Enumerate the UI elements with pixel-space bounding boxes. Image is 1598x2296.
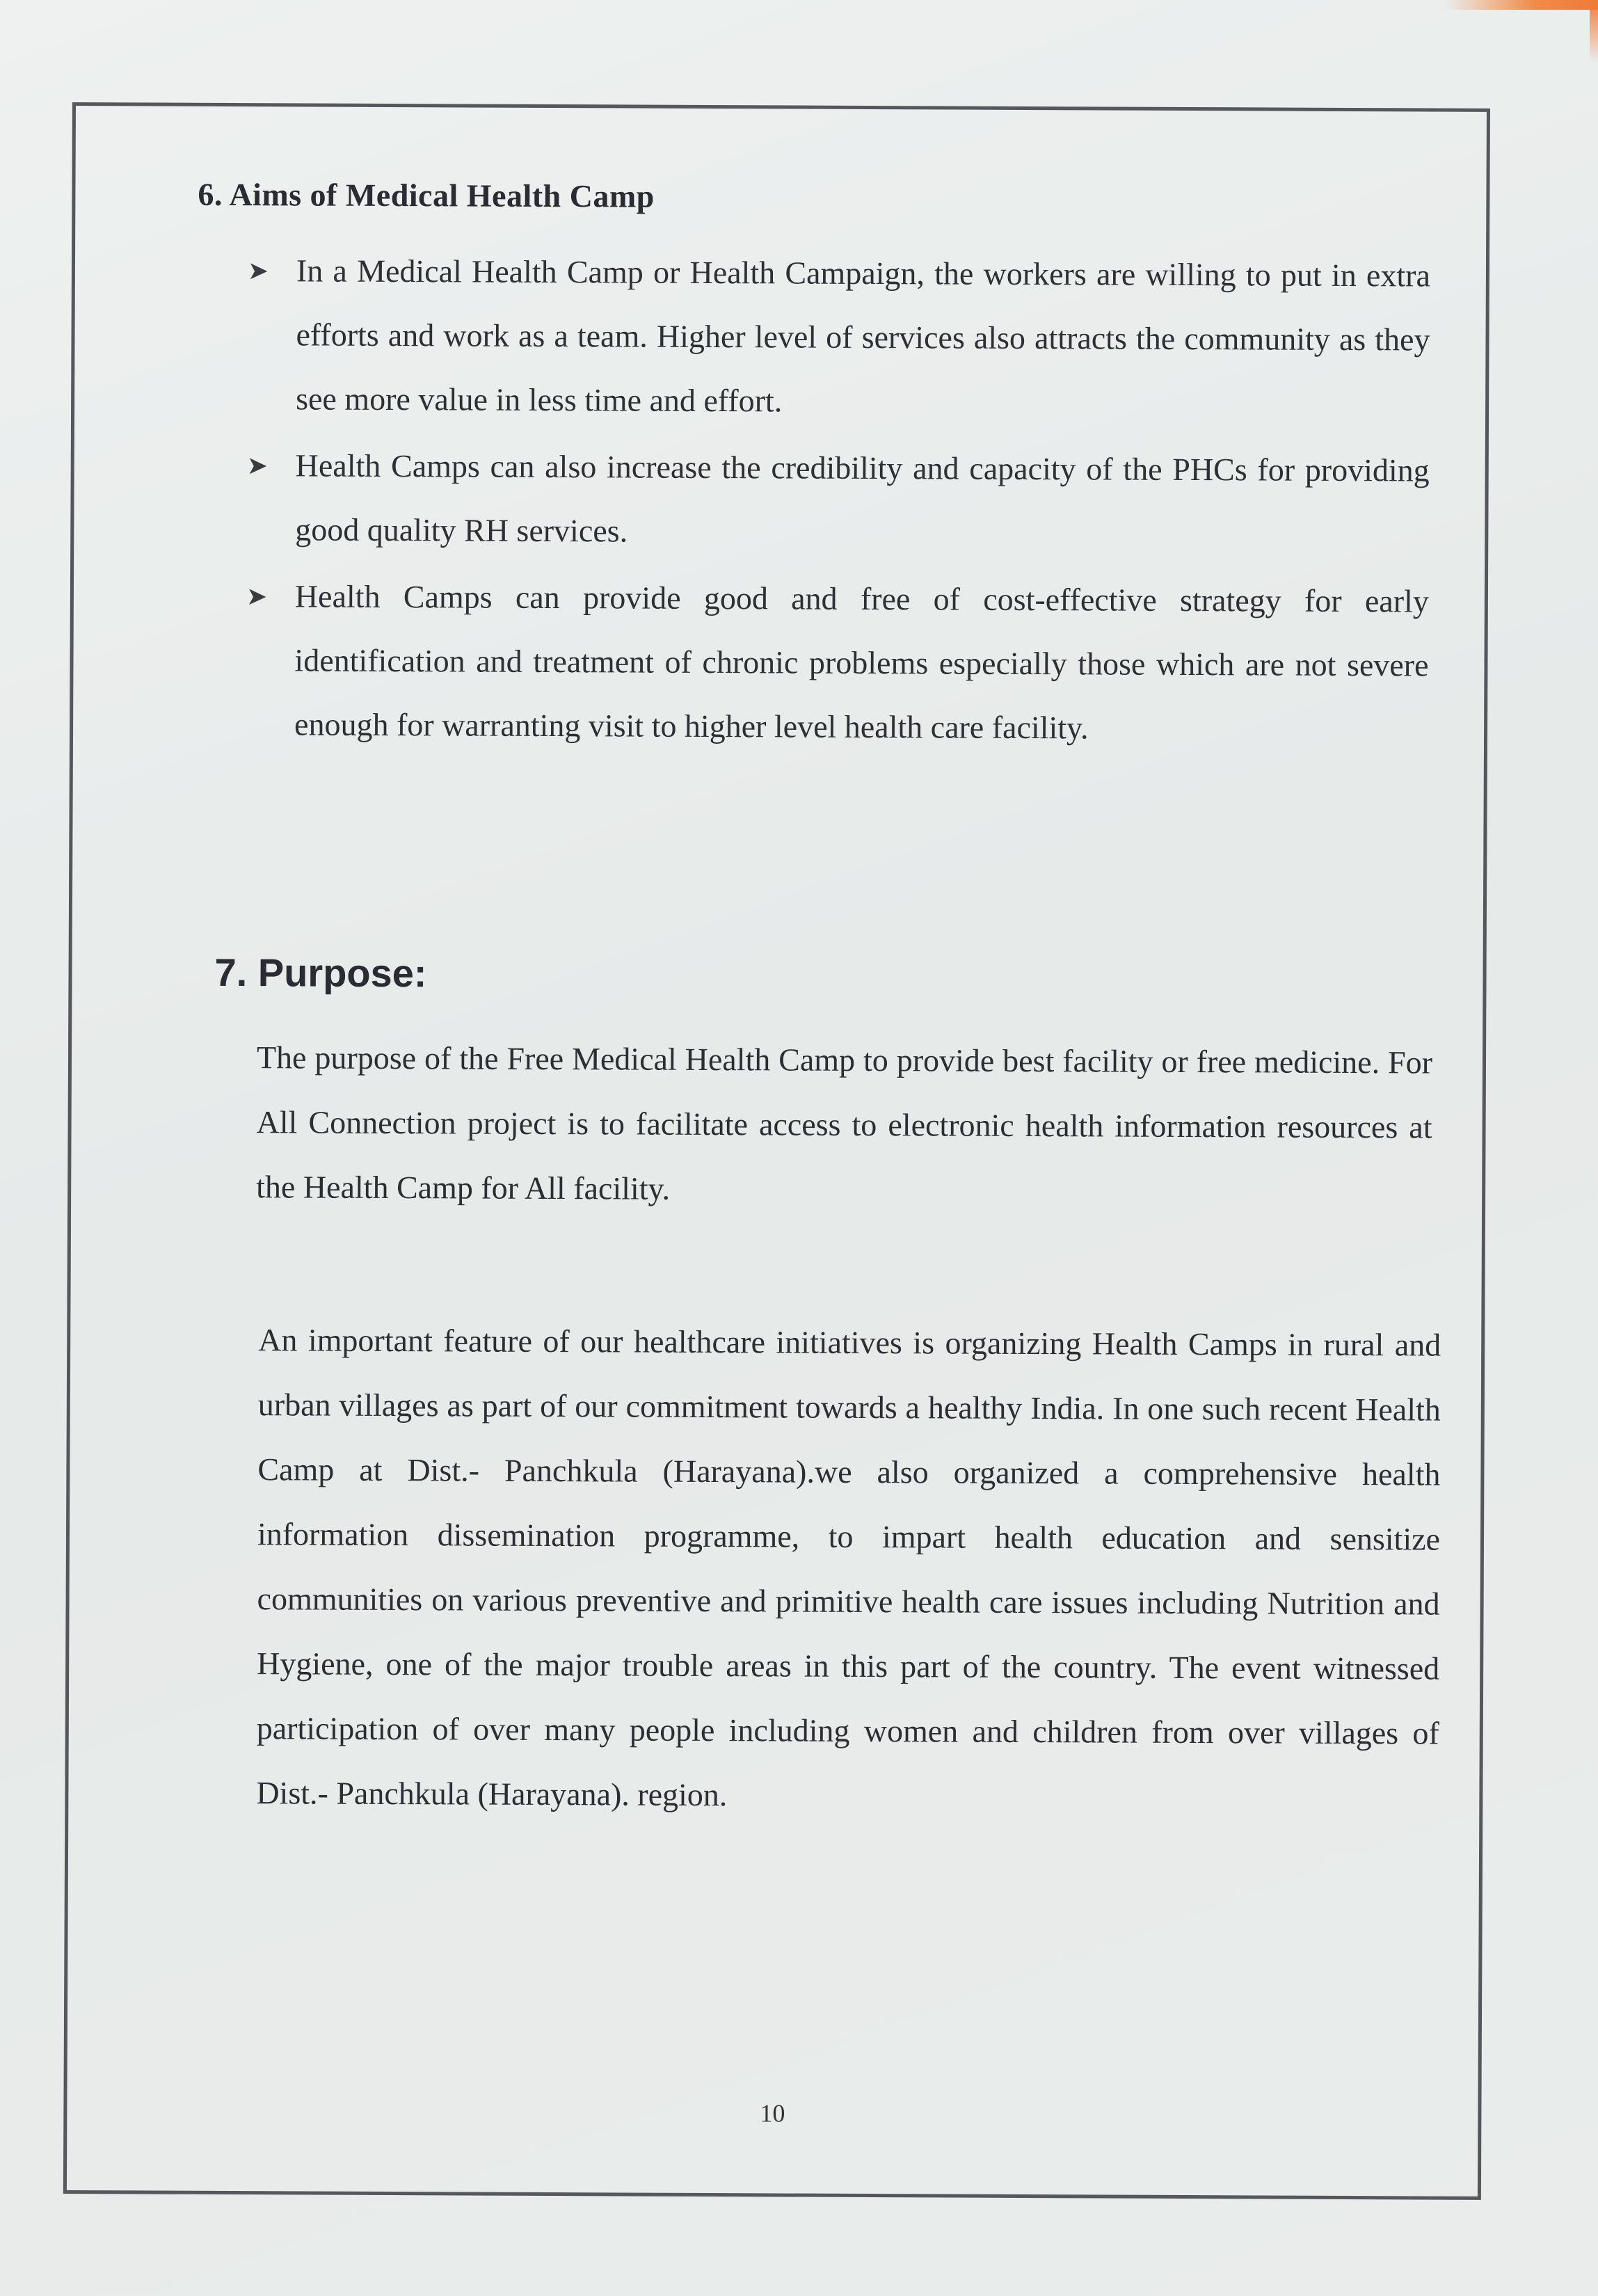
bullet-text: Health Camps can provide good and free of cost-effective strategy for early identification and treatment of chronic problems especially those which are not severe enough for warranting visit to higher level health care facility. (294, 578, 1430, 746)
list-item (246, 564, 1429, 761)
page-content (67, 106, 1487, 2197)
purpose-paragraph-2: An important feature of our healthcare initiatives is organizing Health Camps in rural and urban villages as part of our commitment towards a healthy India. In one such recent Health Camp at Dist.- Panchkula (Harayana).we also organized a comprehensive health information dissemination programme, to impart health education and sensitize communities on various preventive and primitive health care issues including Nutrition and Hygiene, one of the major trouble areas in this part of the country. The event witnessed participation of over many people including women and children from over villages of Dist.- Panchkula (Harayana). region. (256, 1322, 1441, 1813)
orange-corner-accent (1445, 0, 1598, 10)
bullet-text: In a Medical Health Camp or Health Campaign, the workers are willing to put in extra efforts and work as a team. Higher level of services also attracts the community as they see more value in less time and effort. (296, 253, 1431, 419)
page-number: 10 (760, 2099, 785, 2128)
arrowhead-bullet-icon: ➤ (246, 582, 268, 611)
arrowhead-bullet-icon: ➤ (247, 257, 269, 285)
arrowhead-bullet-icon: ➤ (246, 452, 268, 480)
orange-edge-accent (1590, 0, 1598, 63)
purpose-paragraph-1: The purpose of the Free Medical Health Camp to provide best facility or free medicine. For All Connection project is to facilitate access to electronic health information resources at the Health Camp for All facility. (256, 1039, 1433, 1206)
list-item (246, 433, 1430, 566)
section-7-title: 7. Purpose: (214, 950, 427, 996)
aims-bullet-list (246, 239, 1430, 764)
section-6-title: 6. Aims of Medical Health Camp (198, 176, 655, 214)
page-frame (63, 102, 1490, 2200)
list-item (247, 239, 1430, 436)
bullet-text: Health Camps can also increase the credibility and capacity of the PHCs for providing good quality RH services. (295, 447, 1430, 549)
